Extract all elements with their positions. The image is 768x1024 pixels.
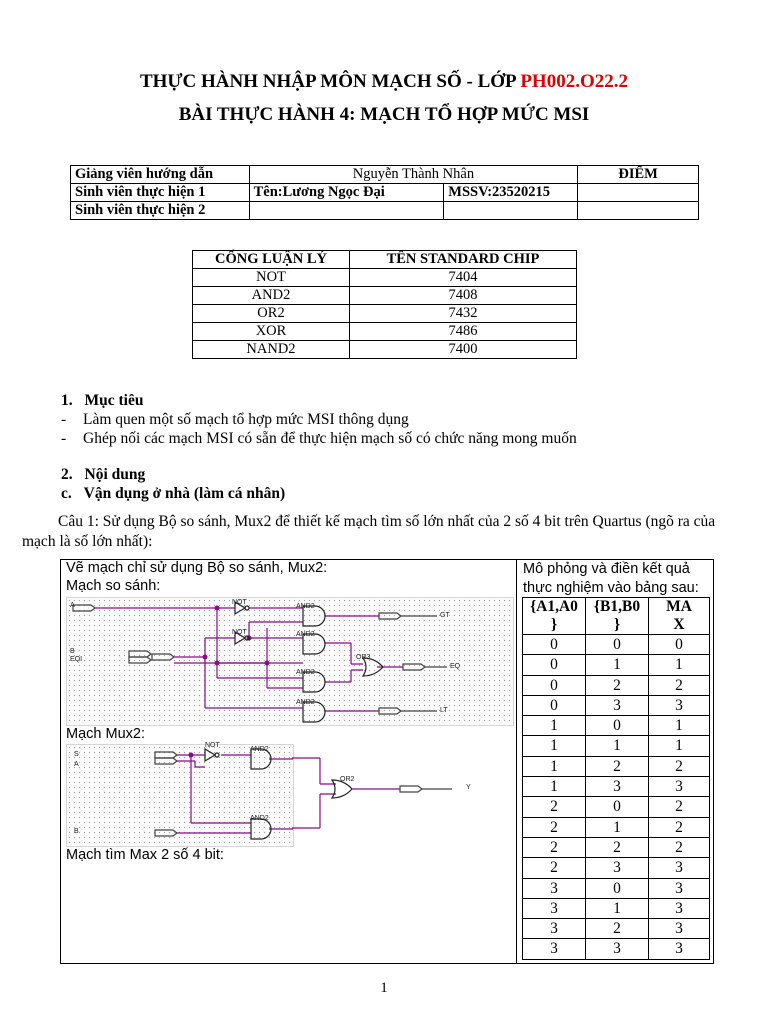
- table-row: [193, 287, 577, 305]
- pin-label: A: [74, 761, 79, 768]
- section-title: Mục tiêu: [84, 392, 144, 409]
- section-number: 2.: [61, 466, 73, 483]
- table-cell: 0: [586, 635, 649, 655]
- table-cell: 0: [523, 655, 586, 675]
- bullet-item: - Làm quen một số mạch tổ hợp mức MSI thông dụng: [61, 411, 409, 428]
- section2-heading: [61, 465, 145, 484]
- mux-diagram: [67, 745, 293, 846]
- page-number: 1: [380, 980, 388, 996]
- table-cell: 2: [586, 837, 649, 857]
- mux-label: Mạch Mux2:: [66, 726, 145, 742]
- gate-label: AND2: [296, 669, 315, 676]
- gate-cell: OR2: [193, 305, 350, 323]
- header-a: {A1,A0 }: [523, 598, 586, 635]
- table-cell: 3: [649, 939, 710, 959]
- table-row: [523, 837, 710, 857]
- table-cell: 2: [649, 797, 710, 817]
- table-row: [523, 716, 710, 736]
- gate-label: NOT: [232, 629, 247, 636]
- table-row: [193, 269, 577, 287]
- pin-label: B: [74, 828, 79, 835]
- table-cell: 0: [586, 716, 649, 736]
- student1-id: MSSV:23520215: [444, 184, 578, 202]
- gate-label: OR3: [356, 654, 371, 661]
- student1-label: Sinh viên thực hiện 1: [71, 184, 250, 202]
- instructor-label: Giảng viên hướng dẫn: [71, 166, 250, 184]
- pin-label: A: [70, 602, 75, 609]
- section1-heading: [61, 391, 143, 410]
- pin-label: S: [74, 751, 79, 758]
- table-row: [523, 898, 710, 918]
- gate-label: NOT: [205, 742, 220, 749]
- table-row: [71, 166, 699, 184]
- table-row: [523, 655, 710, 675]
- table-row: [193, 251, 577, 269]
- table-cell: 2: [649, 675, 710, 695]
- table-cell: 1: [523, 777, 586, 797]
- table-cell: 2: [523, 797, 586, 817]
- table-row: [523, 598, 710, 635]
- table-cell: 3: [523, 939, 586, 959]
- input-pin: [152, 654, 174, 660]
- gate-label: AND2: [296, 699, 315, 706]
- section-title: Vận dụng ở nhà (làm cá nhân): [83, 485, 286, 502]
- chip-cell: 7486: [350, 323, 577, 341]
- wire: [174, 638, 303, 708]
- table-cell: 1: [649, 655, 710, 675]
- output-label: LT: [440, 707, 448, 714]
- gate-label: NOT: [232, 599, 247, 606]
- table-row: [523, 817, 710, 837]
- gate-cell: NAND2: [193, 341, 350, 359]
- max-label: Mạch tìm Max 2 số 4 bit:: [66, 847, 224, 863]
- section-title: Nội dung: [84, 466, 146, 483]
- info-table: [70, 165, 699, 220]
- chip-header-name: TÊN STANDARD CHIP: [350, 251, 577, 269]
- table-row: [523, 919, 710, 939]
- gate-label: AND2: [250, 746, 269, 753]
- table-row: [523, 858, 710, 878]
- table-cell: 2: [523, 817, 586, 837]
- gate-cell: AND2: [193, 287, 350, 305]
- mux-schematic-extension: [292, 744, 512, 845]
- table-row: [193, 341, 577, 359]
- page-title: [0, 71, 768, 93]
- table-row: [193, 305, 577, 323]
- table-cell: 3: [586, 858, 649, 878]
- chip-table: [192, 250, 577, 359]
- header-max: MA X: [649, 598, 710, 635]
- title-text: THỰC HÀNH NHẬP MÔN MẠCH SỐ - LỚP: [139, 71, 521, 92]
- table-cell: 1: [523, 736, 586, 756]
- table-cell: 3: [649, 777, 710, 797]
- table-cell: 3: [649, 858, 710, 878]
- results-caption: Mô phỏng và điền kết quả thực nghiệm vào bảng sau:: [523, 561, 699, 596]
- table-cell: 1: [586, 655, 649, 675]
- table-row: [523, 878, 710, 898]
- mux-diagram-extension: [292, 744, 512, 845]
- table-cell: 1: [649, 736, 710, 756]
- table-row: [523, 675, 710, 695]
- results-table: [522, 597, 710, 960]
- table-row: [523, 635, 710, 655]
- table-cell: 3: [586, 777, 649, 797]
- table-row: [71, 202, 699, 220]
- section-number: c.: [61, 485, 72, 502]
- table-cell: 1: [523, 716, 586, 736]
- student2-id: [444, 202, 578, 220]
- bullet-text: Ghép nối các mạch MSI có sẵn để thực hiện mạch số có chức năng mong muốn: [83, 430, 577, 447]
- gate-label: OR2: [340, 776, 355, 783]
- table-cell: 2: [649, 837, 710, 857]
- wire: [217, 608, 303, 678]
- chip-cell: 7408: [350, 287, 577, 305]
- table-cell: 1: [586, 817, 649, 837]
- pin-label: EQI: [70, 656, 83, 663]
- frame-divider: [516, 559, 517, 964]
- table-cell: 2: [649, 817, 710, 837]
- table-cell: 1: [586, 898, 649, 918]
- table-cell: 3: [649, 919, 710, 939]
- draw-instruction: Vẽ mạch chỉ sử dụng Bộ so sánh, Mux2:: [66, 560, 328, 576]
- student2-name: [249, 202, 444, 220]
- table-cell: 3: [649, 695, 710, 715]
- chip-cell: 7404: [350, 269, 577, 287]
- gate-cell: XOR: [193, 323, 350, 341]
- table-cell: 3: [523, 898, 586, 918]
- compare-label: Mạch so sánh:: [66, 578, 161, 594]
- table-cell: 3: [523, 878, 586, 898]
- table-row: [523, 695, 710, 715]
- section-c-heading: [61, 484, 285, 503]
- table-cell: 0: [586, 797, 649, 817]
- table-cell: 3: [523, 919, 586, 939]
- wire: [174, 628, 303, 688]
- section-number: 1.: [61, 392, 73, 409]
- table-row: [523, 797, 710, 817]
- bullet-item: - Ghép nối các mạch MSI có sẵn để thực hiện mạch số có chức năng mong muốn: [61, 430, 577, 447]
- wire: [249, 608, 303, 638]
- table-cell: 3: [649, 898, 710, 918]
- table-cell: 0: [523, 675, 586, 695]
- class-code: PH002.O22.2: [520, 71, 628, 92]
- output-label: Y: [466, 784, 471, 791]
- chip-cell: 7400: [350, 341, 577, 359]
- table-cell: 2: [586, 919, 649, 939]
- table-row: [523, 777, 710, 797]
- table-cell: 0: [523, 695, 586, 715]
- gate-label: AND2: [296, 603, 315, 610]
- table-cell: 0: [586, 878, 649, 898]
- score-cell: [578, 184, 699, 202]
- table-cell: 0: [649, 635, 710, 655]
- header-b: {B1,B0 }: [586, 598, 649, 635]
- student1-name: Tên:Lương Ngọc Đại: [249, 184, 444, 202]
- table-cell: 1: [523, 756, 586, 776]
- output-label: EQ: [450, 663, 461, 670]
- bullet-text: Làm quen một số mạch tổ hợp mức MSI thông dụng: [83, 411, 409, 428]
- table-row: [523, 736, 710, 756]
- wire: [325, 616, 363, 711]
- score-cell-2: [578, 202, 699, 220]
- table-cell: 3: [586, 695, 649, 715]
- chip-header-gate: CỔNG LUẬN LÝ: [193, 251, 350, 269]
- score-header: ĐIỂM: [578, 166, 699, 184]
- table-row: [523, 939, 710, 959]
- instructor-name: Nguyễn Thành Nhân: [249, 166, 578, 184]
- table-cell: 1: [586, 736, 649, 756]
- output-label: GT: [440, 612, 450, 619]
- gate-label: AND2: [250, 815, 269, 822]
- pin-label: B: [70, 648, 75, 655]
- table-cell: 0: [523, 635, 586, 655]
- table-row: [523, 756, 710, 776]
- mux-schematic: [66, 744, 294, 847]
- table-row: [193, 323, 577, 341]
- gate-label: AND2: [296, 631, 315, 638]
- chip-cell: 7432: [350, 305, 577, 323]
- table-cell: 3: [586, 939, 649, 959]
- input-pin: [129, 657, 151, 663]
- table-cell: 2: [586, 675, 649, 695]
- page-subtitle: BÀI THỰC HÀNH 4: MẠCH TỔ HỢP MỨC MSI: [178, 104, 590, 125]
- table-cell: 3: [649, 878, 710, 898]
- question-text: Câu 1: Sử dụng Bộ so sánh, Mux2 để thiết kế mạch tìm số lớn nhất của 2 số 4 bit trên Quartus (ngõ ra của mạch là số lớn nhất):: [22, 513, 716, 550]
- table-cell: 2: [586, 756, 649, 776]
- table-cell: 1: [649, 716, 710, 736]
- gate-cell: NOT: [193, 269, 350, 287]
- input-pin: [129, 651, 151, 657]
- student2-label: Sinh viên thực hiện 2: [71, 202, 250, 220]
- table-row: [71, 184, 699, 202]
- input-pin: [73, 605, 95, 611]
- table-cell: 2: [649, 756, 710, 776]
- table-cell: 2: [523, 837, 586, 857]
- table-cell: 2: [523, 858, 586, 878]
